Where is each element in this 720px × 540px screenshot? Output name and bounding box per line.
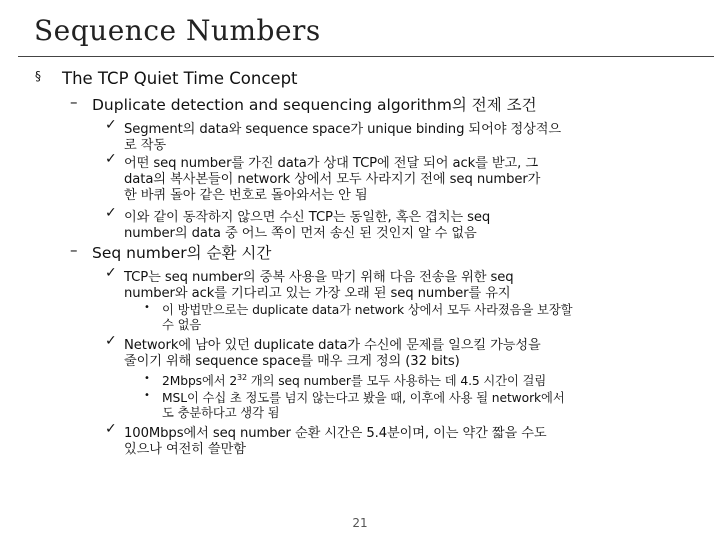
item-100mbps-line-2: 있으나 여전히 쓸만함: [124, 442, 246, 457]
subbullet-duplicate-detection: Duplicate detection and sequencing algorithm의 전제 조건: [92, 96, 537, 114]
item-100mbps-line-1: 100Mbps에서 seq number 순환 시간은 5.4분이며, 이는 약간 짧을 수도: [124, 426, 547, 441]
item-ambiguity-line-2: number의 data 중 어느 쪽이 먼저 송신 된 것인지 알 수 없음: [124, 226, 477, 241]
square-bullet-icon: §: [35, 69, 41, 83]
dash-bullet-icon: –: [70, 241, 78, 259]
check-bullet-icon: ✓: [105, 265, 117, 281]
item-wraparound-line-2: data의 복사본들이 network 상에서 모두 사라지기 전에 seq number가: [124, 172, 541, 187]
check-bullet-icon: ✓: [105, 151, 117, 167]
check-bullet-icon: ✓: [105, 421, 117, 437]
item-binding-line-2: 로 작동: [124, 138, 167, 153]
item-no-guarantee-line-2: 수 없음: [162, 318, 202, 332]
dot-bullet-icon: •: [144, 390, 150, 401]
slide-title: Sequence Numbers: [34, 14, 321, 47]
title-divider: [18, 56, 714, 57]
item-keep-oldest-line-2: number와 ack를 기다리고 있는 가장 오래 된 seq number를 유지: [124, 286, 511, 301]
item-wraparound-line-1: 어떤 seq number를 가진 data가 상대 TCP에 전달 되어 ack를 받고, 그: [124, 156, 539, 171]
item-large-space-line-1: Network에 남아 있던 duplicate data가 수신에 문제를 일으킬 가능성을: [124, 338, 541, 353]
item-2mbps-prefix: 2Mbps에서 2: [162, 374, 238, 388]
item-wraparound-line-3: 한 바퀴 돌아 같은 번호로 돌아와서는 안 됨: [124, 188, 368, 203]
check-bullet-icon: ✓: [105, 205, 117, 221]
dot-bullet-icon: •: [144, 302, 150, 313]
bullet-quiet-time: The TCP Quiet Time Concept: [62, 69, 298, 88]
item-binding-line-1: Segment의 data와 sequence space가 unique binding 되어야 정상적으: [124, 122, 561, 137]
item-ambiguity-line-1: 이와 같이 동작하지 않으면 수신 TCP는 동일한, 혹은 겹치는 seq: [124, 210, 491, 225]
check-bullet-icon: ✓: [105, 117, 117, 133]
item-msl-line-1: MSL이 수십 초 정도를 넘지 않는다고 봤을 때, 이후에 사용 될 network에서: [162, 391, 565, 405]
subbullet-seq-cycle-time: Seq number의 순환 시간: [92, 244, 272, 262]
item-no-guarantee-line-1: 이 방법만으로는 duplicate data가 network 상에서 모두 사라졌음을 보장할: [162, 303, 573, 317]
exponent-32: 32: [237, 373, 248, 382]
page-number: 21: [352, 516, 368, 530]
item-msl-line-2: 도 충분하다고 생각 됨: [162, 406, 280, 420]
dot-bullet-icon: •: [144, 373, 150, 384]
item-2mbps-suffix: 개의 seq number를 모두 사용하는 데 4.5 시간이 걸림: [247, 374, 547, 388]
dash-bullet-icon: –: [70, 93, 78, 111]
check-bullet-icon: ✓: [105, 333, 117, 349]
item-large-space-line-2: 줄이기 위해 sequence space를 매우 크게 정의 (32 bits): [124, 354, 460, 369]
item-keep-oldest-line-1: TCP는 seq number의 중복 사용을 막기 위해 다음 전송을 위한 seq: [124, 270, 514, 285]
item-2mbps-time: [162, 371, 546, 389]
